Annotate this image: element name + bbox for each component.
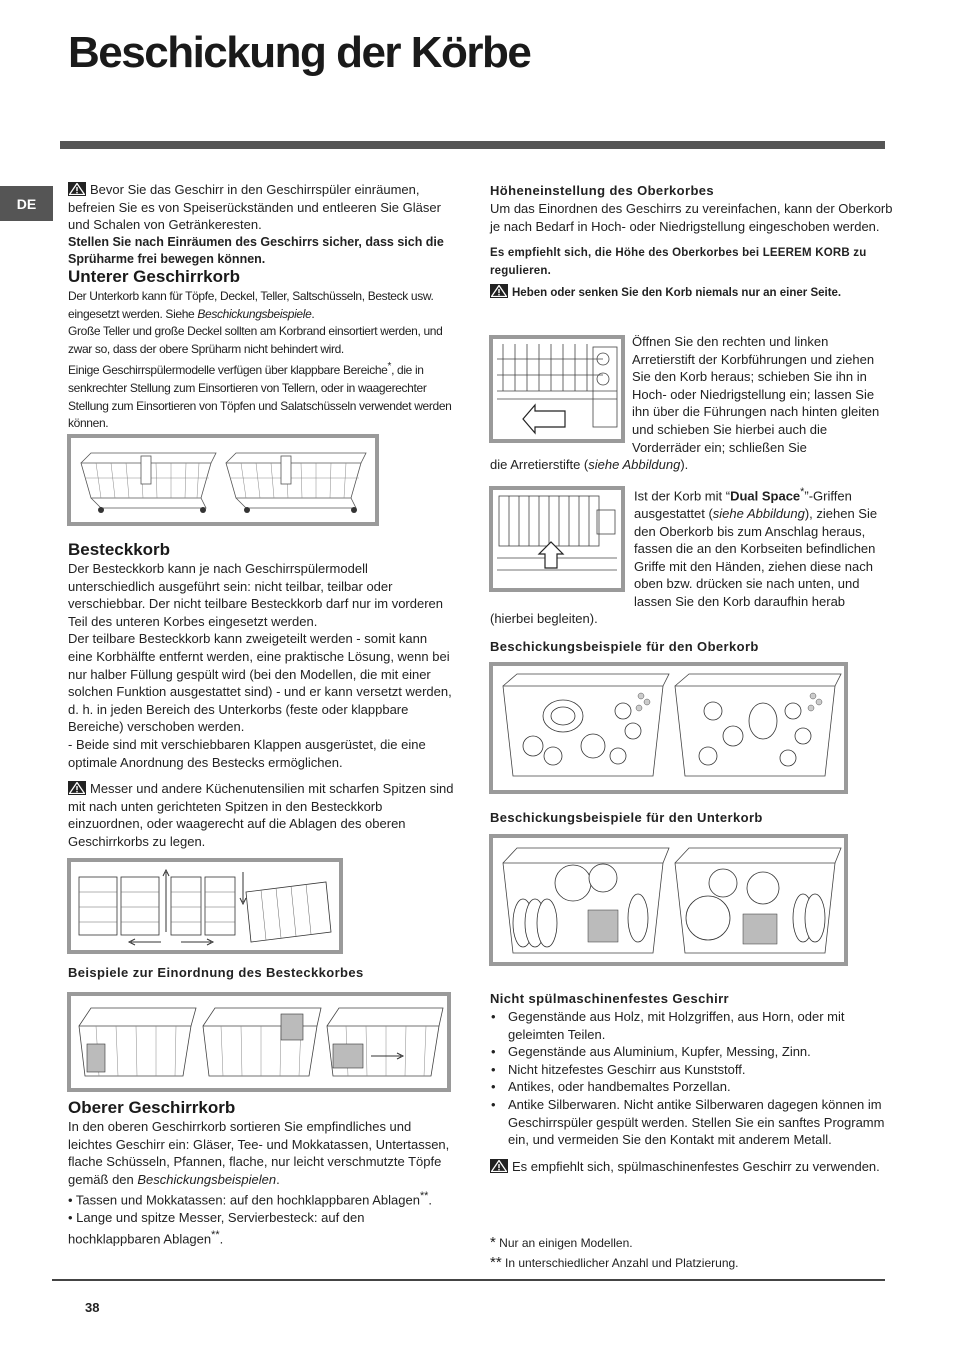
dual-text-b: ”-Griffen ausgestattet ( — [634, 488, 852, 521]
punct: . — [311, 306, 315, 321]
punct: . — [219, 1231, 224, 1247]
unterer-text-3: Einige Geschirrspülermodelle verfügen über klappbare Bereiche — [68, 363, 388, 378]
footnote-text-2: In unterschiedlicher Anzahl und Platzierung. — [501, 1256, 739, 1270]
section-title-beispiele: Beispiele zur Einordnung des Besteckkorbes — [68, 965, 364, 980]
punct: . — [276, 1171, 280, 1187]
besteck-text-3: - Beide sind mit verschiebbaren Klappen ausgerüstet, die eine optimale Anordnung des Bestecks ermöglichen. — [68, 736, 426, 770]
punct: ). — [680, 457, 689, 472]
list-item: • Antikes, oder handbemaltes Porzellan. — [508, 1078, 894, 1096]
unterer-ref-italic: Beschickungsbeispiele — [197, 306, 312, 321]
intro-block — [68, 181, 454, 269]
unter-examples-heading — [490, 809, 894, 827]
page-title: Beschickung der Körbe — [68, 28, 531, 77]
oberer-section — [68, 1098, 454, 1248]
footnote-star: ** — [211, 1228, 220, 1241]
hoehe-warning: Heben oder senken Sie den Korb niemals nur an einer Seite. — [512, 287, 842, 300]
hoehe-section — [490, 182, 894, 303]
rail-adjust-figure — [489, 335, 625, 443]
language-tab: DE — [0, 186, 53, 221]
oberer-bullet-1: • Tassen und Mokkatassen: auf den hochklappbaren Ablagen — [68, 1192, 420, 1208]
hoehe-text-1: Um das Einordnen des Geschirrs zu vereinfachen, kann der Oberkorb je nach Bedarf in Hoch- oder Niedrigstellung eingeschoben werden. — [490, 201, 893, 234]
section-title-oberer: Oberer Geschirrkorb — [68, 1098, 236, 1117]
footnote-mark-1: * — [490, 1234, 496, 1251]
list-item: • Antike Silberwaren. Nicht antike Silberwaren dagegen können im Geschirrspüler gespült werden. Stellen Sie ein sanftes Programm ein, und vermeiden Sie den Kontakt mit anderem Metall. — [508, 1096, 894, 1149]
footer-rule — [52, 1279, 885, 1281]
hoehe-bold: Es empfiehlt sich, die Höhe des Oberkorbes bei LEEREM KORB zu regulieren. — [490, 247, 867, 277]
cutlery-basket-figure — [67, 858, 343, 954]
section-title-unter-examples: Beschickungsbeispiele für den Unterkorb — [490, 810, 763, 825]
cutlery-placement-figure — [67, 992, 451, 1092]
intro-bold: Stellen Sie nach Einräumen des Geschirrs sicher, dass sich die Sprüharme frei bewegen können. — [68, 234, 444, 267]
footnotes — [490, 1233, 894, 1273]
section-title-hoehe: Höheneinstellung des Oberkorbes — [490, 183, 715, 198]
unterer-text-3b: , die in senkrechter Stellung zum Einsortieren von Tellern, oder in waagerechter Stellung zum Einsortieren von Töpfen und Salatschüsseln verwendet werden können. — [68, 363, 452, 431]
list-item: • Gegenstände aus Aluminium, Kupfer, Messing, Zinn. — [508, 1043, 894, 1061]
hoehe-text-end: die Arretierstifte ( — [490, 457, 589, 472]
footnote-star: ** — [419, 1190, 429, 1203]
unterer-section — [68, 267, 454, 433]
list-item: • Nicht hitzefestes Geschirr aus Kunststoff. — [508, 1061, 894, 1079]
oberer-ref-italic: Beschickungsbeispielen — [137, 1171, 277, 1187]
section-title-unterer: Unterer Geschirrkorb — [68, 267, 240, 286]
footnote-text-1: Nur an einigen Modellen. — [495, 1236, 633, 1250]
ober-examples-heading — [490, 638, 894, 656]
header-rule — [60, 141, 885, 149]
unterer-text-2: Große Teller und große Deckel sollten am Korbrand einsortiert werden, und zwar so, dass der obere Sprüharm nicht behindert wird. — [68, 324, 443, 356]
dual-space-figure — [489, 486, 625, 592]
nicht-section — [490, 990, 894, 1175]
oberer-bullet-2: • Lange und spitze Messer, Servierbesteck: auf den hochklappbaren Ablagen — [68, 1210, 365, 1247]
dual-text-c: ), ziehen Sie den Oberkorb bis zum Anschlag heraus, fassen die an den Korbseiten befindlichen Griffe mit den Händen, ziehen diese nach oben bzw. drücken sie nach unten, und lassen Sie den Korb daraufhin herab — [634, 505, 878, 609]
warning-icon — [490, 284, 508, 298]
hoehe-ref-italic: siehe Abbildung — [588, 457, 681, 472]
footnote-star: * — [387, 361, 392, 373]
beispiele-heading-block — [68, 964, 454, 982]
dual-text-end: (hierbei begleiten). — [490, 611, 598, 626]
section-title-besteck: Besteckkorb — [68, 540, 171, 559]
lower-basket-figure — [67, 434, 379, 526]
section-title-nicht: Nicht spülmaschinenfestes Geschirr — [490, 991, 730, 1006]
dual-text-a: Ist der Korb mit “ — [634, 488, 731, 504]
warning-icon — [490, 1159, 508, 1173]
dual-space-label: Dual Space — [730, 488, 801, 504]
besteck-text-1: Der Besteckkorb kann je nach Geschirrspülermodell unterschiedlich ausgeführt sein: nicht teilbar, teilbar oder verschiebbar. Der nicht teilbare Besteckkorb darf nur im vorderen Teil des unteren Korbes eingesetzt werden. — [68, 561, 444, 629]
upper-basket-examples-figure — [489, 662, 848, 794]
unterer-text-1: Der Unterkorb kann für Töpfe, Deckel, Teller, Saltschüsseln, Besteck usw. eingesetzt werden. Siehe — [68, 289, 434, 321]
dual-text-block — [634, 484, 896, 610]
nicht-list — [490, 1008, 894, 1149]
dual-ref-italic: siehe Abbildung — [712, 505, 805, 521]
hoehe-text-2-block — [632, 333, 894, 456]
warning-icon — [68, 182, 86, 196]
intro-text: Bevor Sie das Geschirr in den Geschirrspüler einräumen, befreien Sie es von Speiserückständen und entleeren Sie Gläser und Schalen von Getränkeresten. — [68, 182, 441, 233]
footnote-star: * — [800, 486, 805, 498]
page-number: 38 — [85, 1300, 100, 1315]
dual-text-end-block — [490, 610, 894, 628]
hoehe-text-2: Öffnen Sie den rechten und linken Arretierstift der Korbführungen und ziehen Sie den Korb heraus; schieben Sie ihn in Hoch- oder Niedrigstellung ein; lassen Sie ihn über die Führungen nach hinten gleiten und schieben Sie hierbei auch die Vorderräder ein; schließen Sie — [632, 334, 880, 455]
section-title-ober-examples: Beschickungsbeispiele für den Oberkorb — [490, 639, 759, 654]
punct: . — [428, 1192, 433, 1208]
besteck-section — [68, 540, 454, 851]
oberer-text-1: In den oberen Geschirrkorb sortieren Sie empfindliches und leichtes Geschirr ein: Gläser, Tee- und Mokkatassen, Untertassen, flache Schüsseln, Pfannen, flache, nur leicht verschmutzte Töpfe gemäß den — [68, 1119, 450, 1187]
nicht-warning: Es empfiehlt sich, spülmaschinenfestes Geschirr zu verwenden. — [512, 1158, 880, 1174]
hoehe-text-2-end — [490, 456, 894, 474]
besteck-warning: Messer und andere Küchenutensilien mit scharfen Spitzen sind mit nach unten gerichteten Spitzen in den Besteckkorb einzuordnen, oder waagerecht auf die Ablagen des oberen Geschirrkorbs zu legen. — [68, 781, 454, 849]
list-item: • Gegenstände aus Holz, mit Holzgriffen, aus Horn, oder mit geleimten Teilen. — [508, 1008, 894, 1043]
footnote-mark-2: ** — [490, 1254, 502, 1271]
warning-icon — [68, 781, 86, 795]
lower-basket-examples-figure — [489, 834, 848, 966]
besteck-text-2: Der teilbare Besteckkorb kann zweigeteilt werden - somit kann eine Korbhälfte entfernt werden, eine praktische Lösung, wenn bei nur halber Füllung gespült wird (bei den Modellen, die mit einer solchen Funktion ausgestattet sind) - und er kann versetzt werden, d. h. in jeden Bereich des Unterkorbs (feste oder klappbare Bereiche) verschoben werden. — [68, 631, 452, 735]
